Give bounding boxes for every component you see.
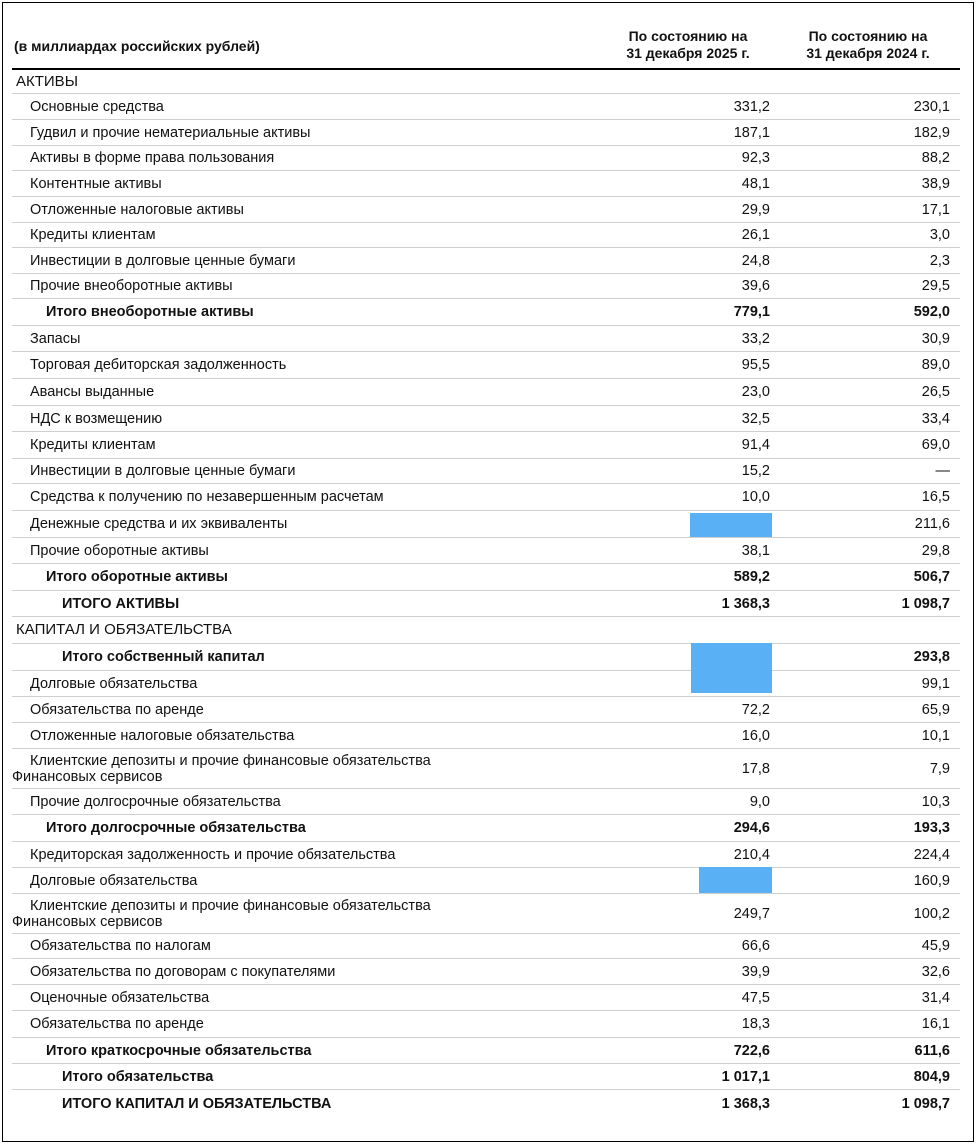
value-2024	[830, 617, 950, 643]
value-2025: 1 368,3	[721, 1095, 770, 1112]
value-2025: 72,2	[741, 701, 770, 718]
value-2024: 29,8	[921, 542, 950, 559]
value-2024: 230,1	[913, 98, 950, 115]
value-highlight	[699, 867, 772, 893]
value-2024: 16,5	[921, 489, 950, 505]
value-2025: 92,3	[741, 150, 770, 166]
row-label: Итого краткосрочные обязательства	[46, 1042, 312, 1059]
table-row	[12, 299, 960, 326]
table-row	[12, 511, 960, 538]
value-2025: 39,9	[741, 963, 770, 980]
value-2025: 249,7	[733, 905, 770, 922]
row-label: Инвестиции в долговые ценные бумаги	[30, 463, 296, 479]
value-2024: 32,6	[921, 963, 950, 980]
row-label: Прочие оборотные активы	[30, 542, 209, 559]
row-label: Оценочные обязательства	[30, 989, 210, 1006]
value-2024: 33,4	[921, 410, 950, 427]
value-2025	[650, 617, 770, 643]
row-label: Контентные активы	[30, 175, 162, 192]
row-label: Запасы	[30, 330, 81, 347]
value-2024: 7,9	[929, 760, 950, 777]
row-label: КАПИТАЛ И ОБЯЗАТЕЛЬСТВА	[16, 621, 232, 638]
value-2024: 592,0	[913, 304, 950, 320]
value-2024: 804,9	[913, 1068, 950, 1085]
table-row	[12, 70, 960, 94]
row-label: Долговые обязательства	[30, 675, 198, 692]
table-row	[12, 789, 960, 815]
value-2024: 88,2	[921, 150, 950, 166]
row-label: Кредиты клиентам	[30, 227, 156, 243]
value-2025: 1 017,1	[721, 1068, 770, 1085]
table-row	[12, 248, 960, 274]
value-2025: 294,6	[733, 820, 770, 836]
table-row	[12, 379, 960, 406]
value-2025: 779,1	[733, 304, 770, 320]
row-label: Кредиторская задолженность и прочие обязательства	[30, 846, 396, 863]
column-header-2024: По состоянию на 31 декабря 2024 г.	[806, 28, 930, 61]
value-2025: 38,1	[741, 542, 770, 559]
table-row	[12, 815, 960, 842]
table-row	[12, 894, 960, 934]
row-label: Средства к получению по незавершенным расчетам	[30, 489, 384, 505]
row-label: НДС к возмещению	[30, 410, 163, 427]
value-2024: 160,9	[913, 872, 950, 889]
row-label: Торговая дебиторская задолженность	[30, 357, 287, 373]
column-header-2025: По состоянию на 31 декабря 2025 г.	[626, 28, 750, 61]
table-row	[12, 94, 960, 120]
value-2024: 10,1	[921, 727, 950, 744]
row-label: Прочие внеоборотные активы	[30, 278, 233, 294]
value-2024: 2,3	[929, 252, 950, 269]
units-label: (в миллиардах российских рублей)	[14, 38, 260, 54]
row-label: Итого собственный капитал	[62, 649, 265, 665]
row-label: Клиентские депозиты и прочие финансовые обязательства Финансовых сервисов	[12, 898, 431, 930]
table-row	[12, 538, 960, 564]
table-row	[12, 1090, 960, 1117]
table-row	[12, 959, 960, 985]
value-2025: 187,1	[733, 124, 770, 141]
value-2025: 24,8	[741, 252, 770, 269]
value-highlight	[691, 643, 772, 669]
value-2025: 15,2	[741, 463, 770, 479]
row-label: Обязательства по договорам с покупателями	[30, 963, 336, 980]
table-row	[12, 564, 960, 591]
value-2024: 29,5	[921, 278, 950, 294]
table-row	[12, 697, 960, 723]
row-label: Кредиты клиентам	[30, 437, 156, 453]
value-2025: 32,5	[741, 410, 770, 427]
row-label: Итого обязательства	[62, 1068, 214, 1085]
value-2024: 293,8	[913, 649, 950, 665]
table-row	[12, 934, 960, 959]
table-header	[12, 24, 960, 70]
table-row	[12, 326, 960, 352]
row-label: Клиентские депозиты и прочие финансовые обязательства Финансовых сервисов	[12, 753, 431, 785]
value-2024: 506,7	[913, 569, 950, 585]
table-row	[12, 617, 960, 644]
row-label: ИТОГО КАПИТАЛ И ОБЯЗАТЕЛЬСТВА	[62, 1095, 332, 1112]
value-2025: 95,5	[741, 357, 770, 373]
value-2025: 23,0	[741, 384, 770, 400]
row-label: Итого долгосрочные обязательства	[46, 820, 306, 836]
row-label: Денежные средства и их эквиваленты	[30, 516, 288, 532]
table-row	[12, 749, 960, 789]
value-2024: 100,2	[913, 905, 950, 922]
value-2024: 611,6	[914, 1042, 950, 1059]
value-2024: 211,6	[914, 516, 950, 532]
value-2025: 47,5	[741, 989, 770, 1006]
table-row	[12, 591, 960, 617]
value-2025: 48,1	[741, 175, 770, 192]
value-2024: 16,1	[921, 1016, 950, 1032]
value-2025: 39,6	[741, 278, 770, 294]
value-2024: 30,9	[921, 330, 950, 347]
row-label: Отложенные налоговые обязательства	[30, 727, 295, 744]
table-row	[12, 842, 960, 868]
value-2024: 69,0	[921, 437, 950, 453]
value-2024: 1 098,7	[901, 595, 950, 612]
table-row	[12, 432, 960, 459]
row-label: Инвестиции в долговые ценные бумаги	[30, 252, 296, 269]
value-2025: 91,4	[741, 437, 770, 453]
value-2024: 26,5	[921, 384, 950, 400]
table-row	[12, 223, 960, 248]
table-row	[12, 120, 960, 146]
table-row	[12, 1038, 960, 1064]
value-2025: 16,0	[741, 727, 770, 744]
row-label: АКТИВЫ	[16, 72, 78, 90]
table-row	[12, 671, 960, 697]
table-row	[12, 406, 960, 432]
row-label: Итого оборотные активы	[46, 569, 228, 585]
value-2025: 66,6	[741, 938, 770, 954]
value-2025: 18,3	[741, 1016, 770, 1032]
value-2025: 1 368,3	[721, 595, 770, 612]
row-label: Обязательства по налогам	[30, 938, 211, 954]
row-label: Активы в форме права пользования	[30, 150, 275, 166]
row-label: Долговые обязательства	[30, 872, 198, 889]
value-2024: 3,0	[929, 227, 950, 243]
table-row	[12, 352, 960, 379]
value-2025: 26,1	[741, 227, 770, 243]
value-2024: 65,9	[921, 701, 950, 718]
value-2024: 224,4	[913, 846, 950, 863]
value-2024: 193,3	[913, 820, 950, 836]
value-2025: 9,0	[749, 793, 770, 810]
value-2025: 722,6	[733, 1042, 770, 1059]
table-row	[12, 171, 960, 197]
row-label: Гудвил и прочие нематериальные активы	[30, 124, 311, 141]
table-row	[12, 644, 960, 671]
value-2025	[650, 70, 770, 93]
table-row	[12, 868, 960, 894]
row-label: ИТОГО АКТИВЫ	[62, 595, 180, 612]
value-2024: 45,9	[921, 938, 950, 954]
row-label: Основные средства	[30, 98, 164, 115]
value-2025: 331,2	[733, 98, 770, 115]
value-2025: 589,2	[733, 569, 770, 585]
row-label: Авансы выданные	[30, 384, 155, 400]
value-2024	[830, 70, 950, 93]
value-2024: 89,0	[921, 357, 950, 373]
value-2024: —	[935, 463, 950, 479]
value-2025: 210,4	[733, 846, 770, 863]
table-row	[12, 459, 960, 484]
value-2024: 1 098,7	[901, 1095, 950, 1112]
row-label: Обязательства по аренде	[30, 1016, 204, 1032]
value-2024: 31,4	[921, 989, 950, 1006]
value-2024: 99,1	[921, 675, 950, 692]
value-highlight	[690, 513, 772, 537]
value-2025: 29,9	[741, 201, 770, 218]
value-2025: 17,8	[741, 760, 770, 777]
table-row	[12, 146, 960, 171]
value-2024: 17,1	[921, 201, 950, 218]
row-label: Прочие долгосрочные обязательства	[30, 793, 281, 810]
table-row	[12, 484, 960, 511]
table-row	[12, 723, 960, 749]
value-2024: 182,9	[913, 124, 950, 141]
table-row	[12, 1011, 960, 1038]
row-label: Обязательства по аренде	[30, 701, 204, 718]
row-label: Итого внеоборотные активы	[46, 304, 254, 320]
value-2025: 33,2	[741, 330, 770, 347]
value-highlight	[691, 669, 772, 693]
table-row	[12, 1064, 960, 1090]
table-row	[12, 274, 960, 299]
value-2025: 10,0	[741, 489, 770, 505]
table-row	[12, 985, 960, 1011]
row-label: Отложенные налоговые активы	[30, 201, 244, 218]
value-2024: 10,3	[921, 793, 950, 810]
table-row	[12, 197, 960, 223]
value-2024: 38,9	[921, 175, 950, 192]
